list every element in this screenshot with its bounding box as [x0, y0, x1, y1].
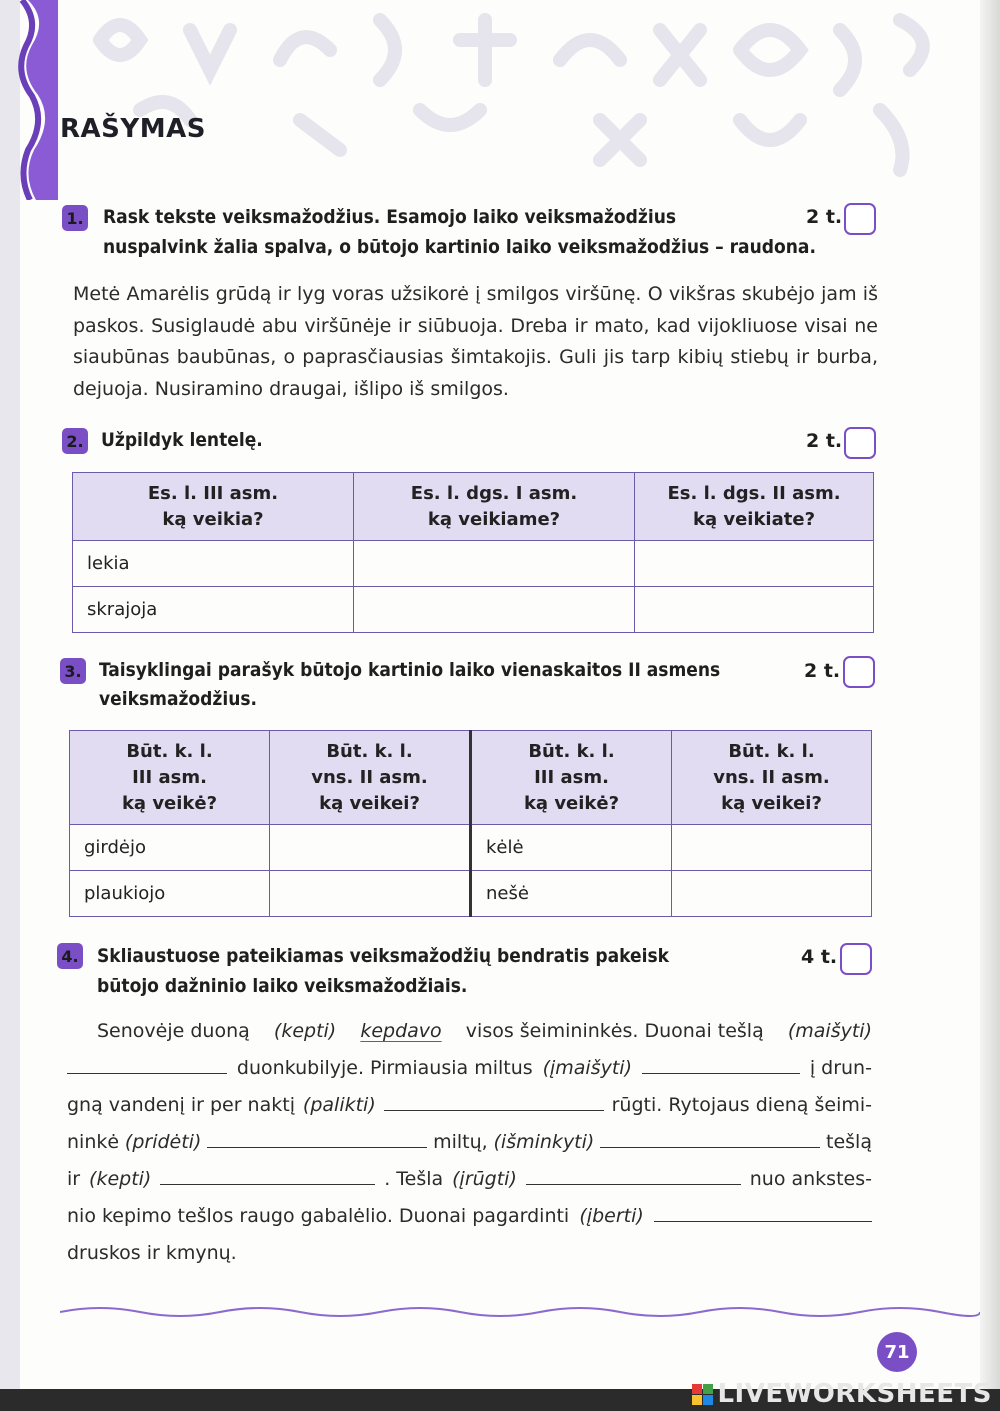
- task-4-instruction-line1: Skliaustuose pateikiamas veiksmažodžių bendratis pakeisk: [97, 945, 669, 967]
- task-4-text: Senovėje duoną (kepti) kepdavo visos šeimininkės. Duonai tešlą (maišyti) duonkubilyje. Pirmiausia miltus (įmaišyti) į drun- gną vandenį ir per naktį (palikti) rūgti. Rytojaus dieną šeimi- ninkė (pridėti) miltų, (išminkyti) tešlą ir (kepti) . Tešla (įrūgti) nuo ankstes- nio kepimo tešlos raugo gabalėlio. Duonai pagardinti (įberti) druskos ir kmynų.: [67, 1013, 872, 1272]
- task-4-blank-1[interactable]: [67, 1055, 227, 1074]
- task-3-cell: kėlė: [471, 825, 672, 871]
- task-3-header-2: Būt. k. l. vns. II asm. ką veikei?: [270, 731, 471, 825]
- task-4-instruction-line2: būtojo dažninio laiko veiksmažodžiais.: [97, 975, 468, 997]
- task-3-header-3: Būt. k. l. III asm. ką veikė?: [471, 731, 672, 825]
- task-4-blank-2[interactable]: [642, 1055, 800, 1074]
- task-3-header-4: Būt. k. l. vns. II asm. ką veikei?: [672, 731, 872, 825]
- task-1-number: 1.: [62, 205, 88, 231]
- task-2-answer-cell[interactable]: [354, 541, 635, 587]
- task-3-answer-cell[interactable]: [672, 825, 872, 871]
- table-row: [73, 587, 874, 633]
- task-4-blank-7[interactable]: [526, 1166, 741, 1185]
- page-right-shadow: [980, 0, 1000, 1411]
- task-3-header-1: Būt. k. l. III asm. ką veikė?: [70, 731, 270, 825]
- task-3-number: 3.: [60, 658, 86, 684]
- task-4-example-answer: kepdavo: [360, 1020, 442, 1042]
- page-binding-edge: [0, 0, 20, 1411]
- task-3-cell: nešė: [471, 871, 672, 917]
- decorative-wave-line: [60, 1300, 980, 1324]
- task-3-answer-cell[interactable]: [672, 871, 872, 917]
- task-2-header-3: Es. l. dgs. II asm. ką veikiate?: [635, 473, 874, 541]
- task-4-blank-6[interactable]: [160, 1166, 375, 1185]
- table-row: [73, 541, 874, 587]
- task-1-text[interactable]: Metė Amarėlis grūdą ir lyg voras užsikorė į smilgos viršūnę. O vikšras skubėjo jam iš paskos. Susiglaudė abu viršūnėje ir siūbuoja. Dreba ir mato, kad vijokliuose visai ne siaubūnas baubūnas, o paprasčiausias šimtakojis. Guli jis tarp kibių stiebų ir burba, dejuoja. Nusiramino draugai, išlipo iš smilgos.: [73, 283, 878, 400]
- task-3-table: [69, 730, 872, 917]
- task-2-points: 2 t.: [806, 430, 843, 452]
- task-3-cell: plaukiojo: [70, 871, 270, 917]
- task-3-instruction-line2: veiksmažodžius.: [99, 688, 258, 710]
- task-4-blank-5[interactable]: [600, 1129, 820, 1148]
- task-3-answer-cell[interactable]: [270, 825, 471, 871]
- task-2-header-2: Es. l. dgs. I asm. ką veikiame?: [354, 473, 635, 541]
- table-row: [70, 825, 872, 871]
- task-4-blank-4[interactable]: [207, 1129, 427, 1148]
- task-3-instruction-line1: Taisyklingai parašyk būtojo kartinio laiko vienaskaitos II asmens: [99, 659, 721, 681]
- task-4-points: 4 t.: [801, 946, 838, 968]
- task-1-instruction-line2: nuspalvink žalia spalva, o būtojo kartinio laiko veiksmažodžius – raudona.: [103, 236, 816, 258]
- task-2-answer-cell[interactable]: [354, 587, 635, 633]
- task-1-instruction-line1: Rask tekste veiksmažodžius. Esamojo laiko veiksmažodžius: [103, 206, 677, 228]
- task-2-cell: skrajoja: [73, 587, 354, 633]
- watermark: LIVEWORKSHEETS: [692, 1379, 992, 1409]
- liveworksheets-logo-icon: [692, 1384, 713, 1405]
- task-2-score-box[interactable]: [844, 427, 876, 459]
- task-2-header-1: Es. l. III asm. ką veikia?: [73, 473, 354, 541]
- task-2-answer-cell[interactable]: [635, 587, 874, 633]
- task-2-number: 2.: [62, 428, 88, 454]
- task-3-score-box[interactable]: [843, 656, 875, 688]
- task-2-instruction: Užpildyk lentelę.: [101, 429, 263, 451]
- task-3-points: 2 t.: [804, 660, 841, 682]
- section-title: RAŠYMAS: [60, 114, 206, 144]
- task-3-cell: girdėjo: [70, 825, 270, 871]
- task-2-table: [72, 472, 874, 633]
- task-4-blank-3[interactable]: [384, 1092, 604, 1111]
- page-number: 71: [877, 1332, 917, 1372]
- task-4-blank-8[interactable]: [654, 1203, 872, 1222]
- table-row: [70, 871, 872, 917]
- task-3-answer-cell[interactable]: [270, 871, 471, 917]
- task-1-score-box[interactable]: [844, 203, 876, 235]
- task-1-points: 2 t.: [806, 206, 843, 228]
- task-2-answer-cell[interactable]: [635, 541, 874, 587]
- task-2-cell: lekia: [73, 541, 354, 587]
- decorative-letters: [40, 0, 980, 200]
- task-4-number: 4.: [57, 943, 83, 969]
- task-4-score-box[interactable]: [840, 943, 872, 975]
